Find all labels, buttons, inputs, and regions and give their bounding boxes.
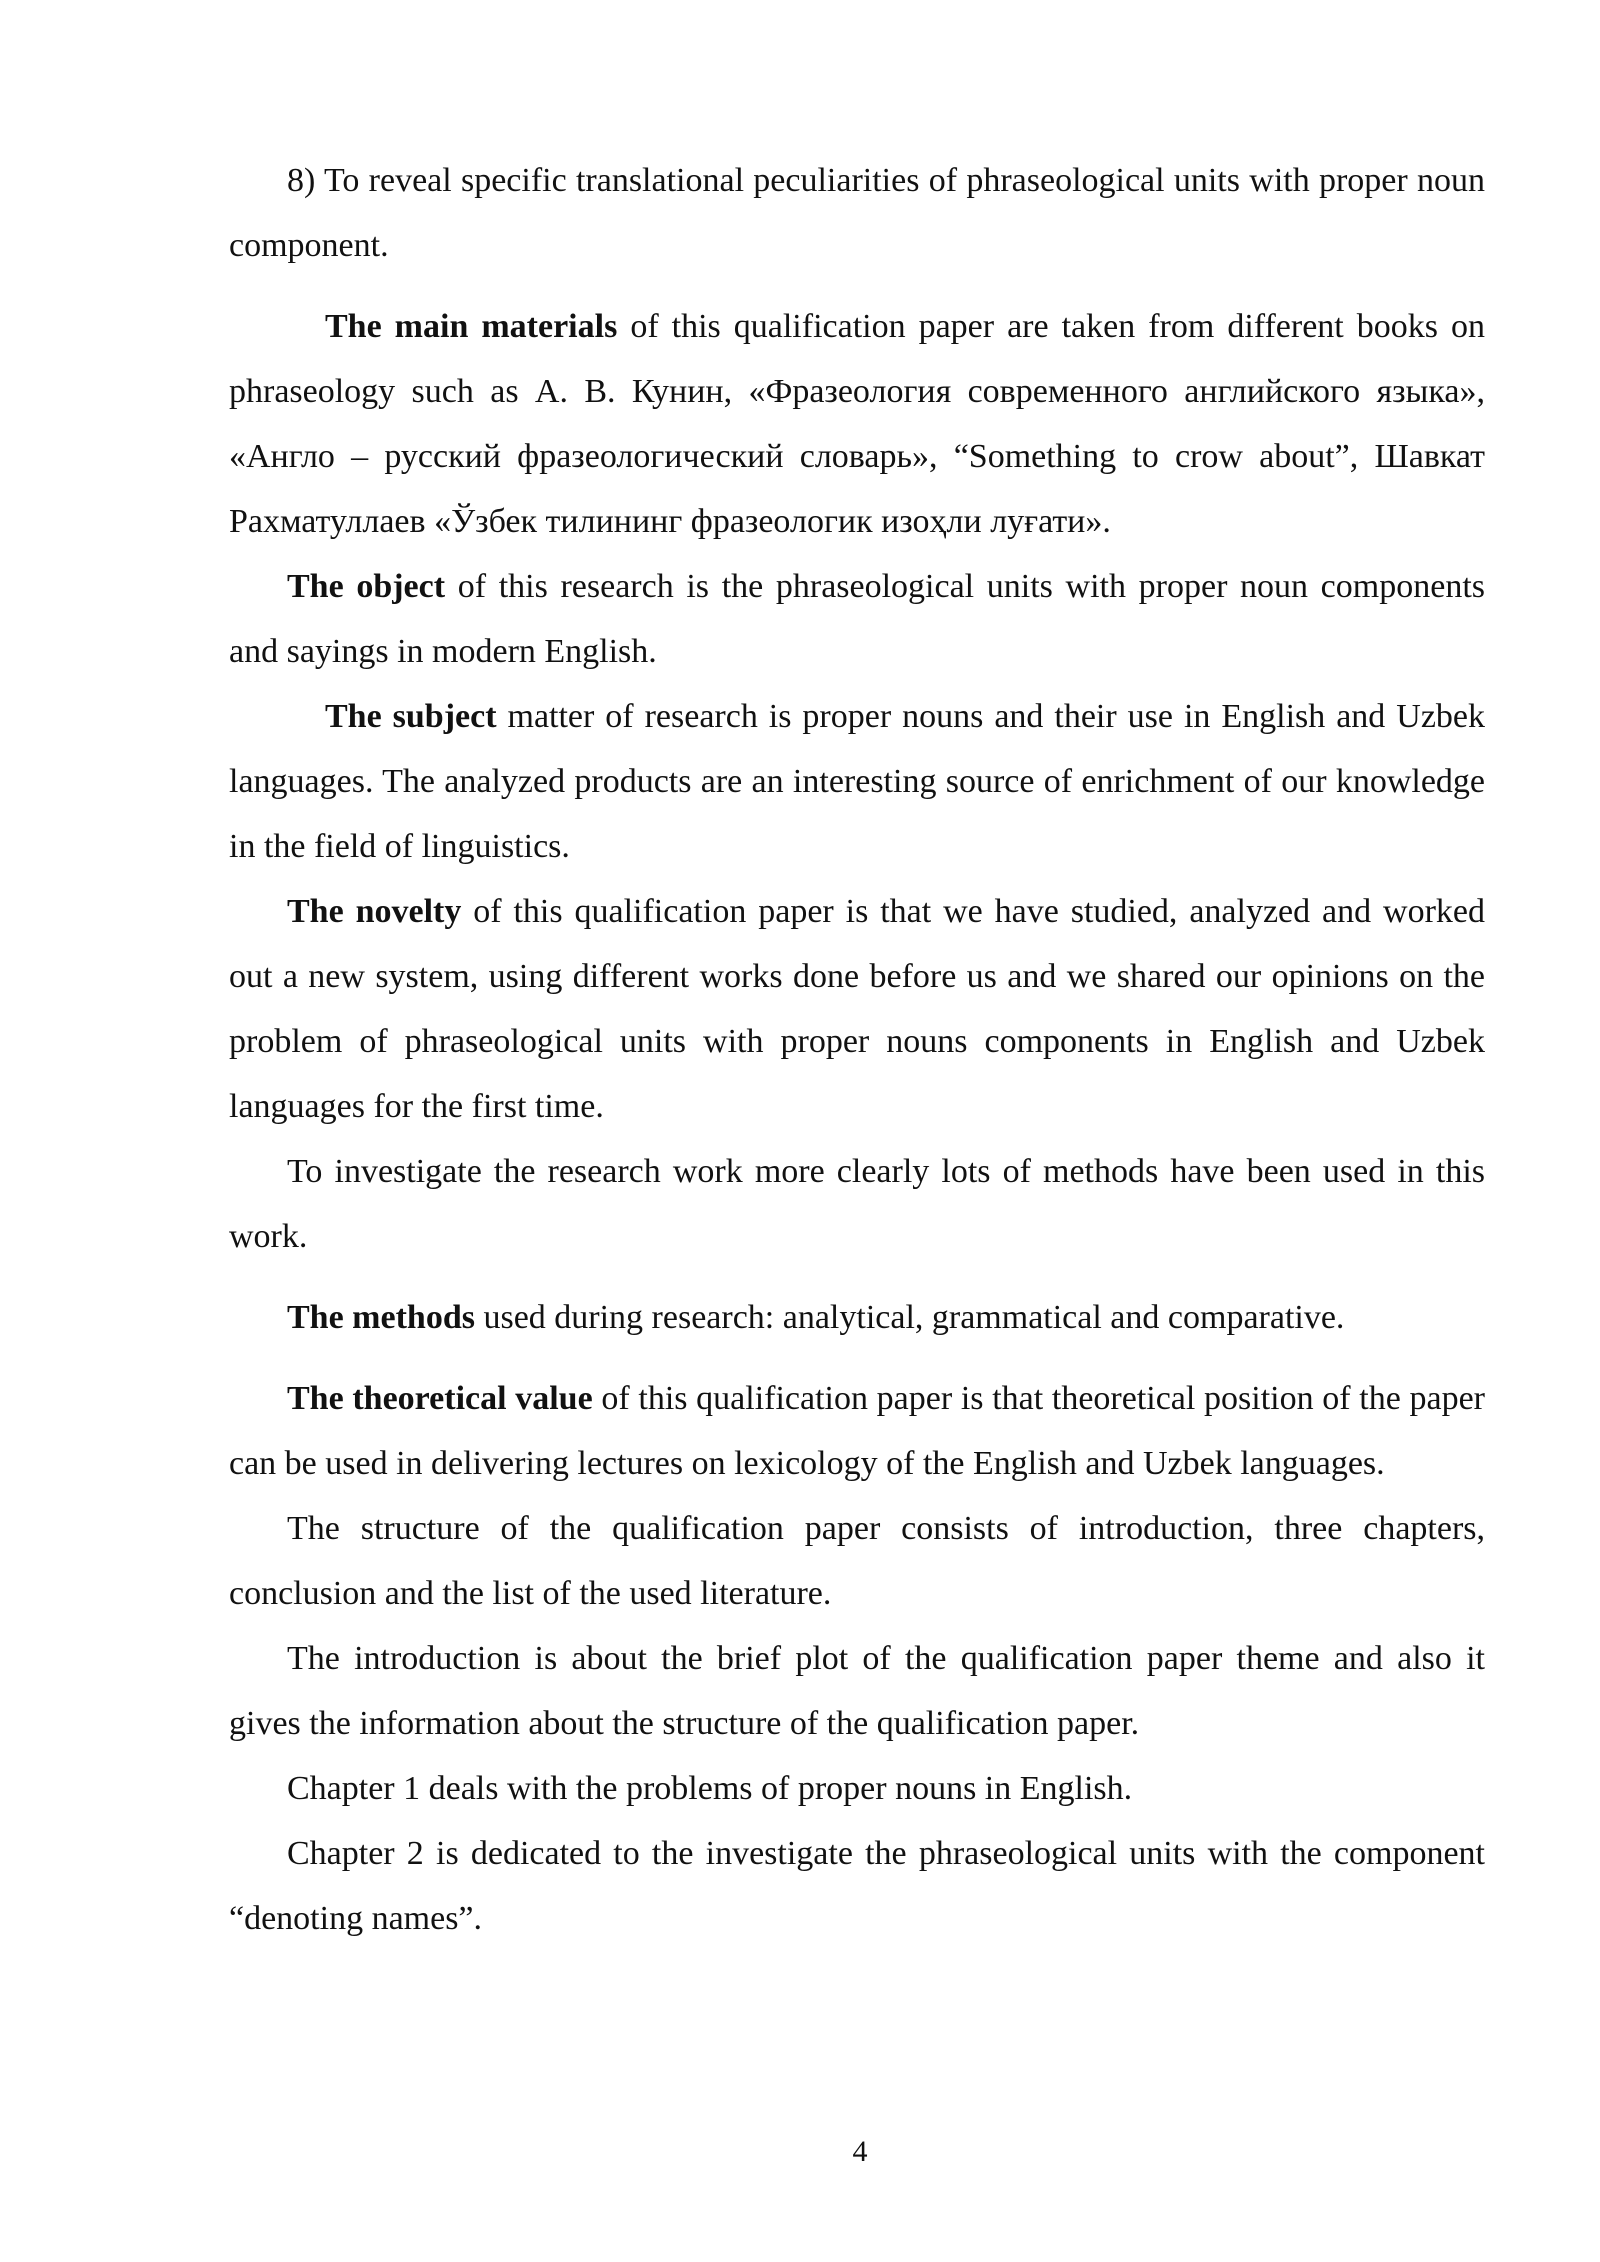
paragraph-text: used during research: analytical, grammatical and comparative. [474,1299,1345,1336]
paragraph-object [229,554,1485,684]
paragraph-introduction [229,1626,1485,1756]
paragraph-investigate [229,1139,1485,1269]
paragraph-main-materials [229,294,1485,554]
paragraph-structure [229,1496,1485,1626]
paragraph-subject [229,684,1485,879]
document-page-body [229,148,1485,1951]
paragraph-text: The introduction is about the brief plot of the qualification paper theme and also it gives the information about the structure of the qualification paper. [229,1640,1485,1742]
paragraph-lead: The object [287,568,446,605]
paragraph-lead: The theoretical value [287,1380,593,1417]
paragraph-text: To investigate the research work more clearly lots of methods have been used in this work. [229,1153,1485,1255]
paragraph-text: matter of research is proper nouns and their use in English and Uzbek languages. The analyzed products are an interesting source of enrichment of our knowledge in the field of linguistics. [229,698,1485,865]
paragraph-text: Chapter 2 is dedicated to the investigate the phraseological units with the component “denoting names”. [229,1835,1485,1937]
paragraph-methods [229,1285,1485,1350]
paragraph-lead: The novelty [287,893,462,930]
paragraph-lead: The subject [325,698,497,735]
paragraph-text: The structure of the qualification paper consists of introduction, three chapters, conclusion and the list of the used literature. [229,1510,1485,1612]
paragraph-objective-8 [229,148,1485,278]
paragraph-text: of this qualification paper is that theoretical position of the paper can be used in delivering lectures on lexicology of the English and Uzbek languages. [229,1380,1485,1482]
paragraph-chapter-1 [229,1756,1485,1821]
paragraph-text: Chapter 1 deals with the problems of proper nouns in English. [287,1770,1133,1807]
paragraph-text: of this qualification paper is that we have studied, analyzed and worked out a new system, using different works done before us and we shared our opinions on the problem of phraseological units with proper nouns components in English and Uzbek languages for the first time. [229,893,1485,1125]
paragraph-lead: The main materials [325,308,618,345]
paragraph-text: of this research is the phraseological units with proper noun components and sayings in modern English. [229,568,1485,670]
page-number: 4 [852,2135,868,2168]
paragraph-chapter-2 [229,1821,1485,1951]
paragraph-lead: The methods [287,1299,475,1336]
paragraph-theoretical-value [229,1366,1485,1496]
paragraph-text: 8) To reveal specific translational peculiarities of phraseological units with proper noun component. [229,162,1485,264]
paragraph-text: of this qualification paper are taken from different books on phraseology such as А. В. Кунин, «Фразеология современного английского языка», «Англо – русский фразеологический словарь», “Something to crow about”, Шавкат Рахматуллаев «Ўзбек тилининг фразеологик изоҳли луғати». [229,308,1485,540]
paragraph-novelty [229,879,1485,1139]
